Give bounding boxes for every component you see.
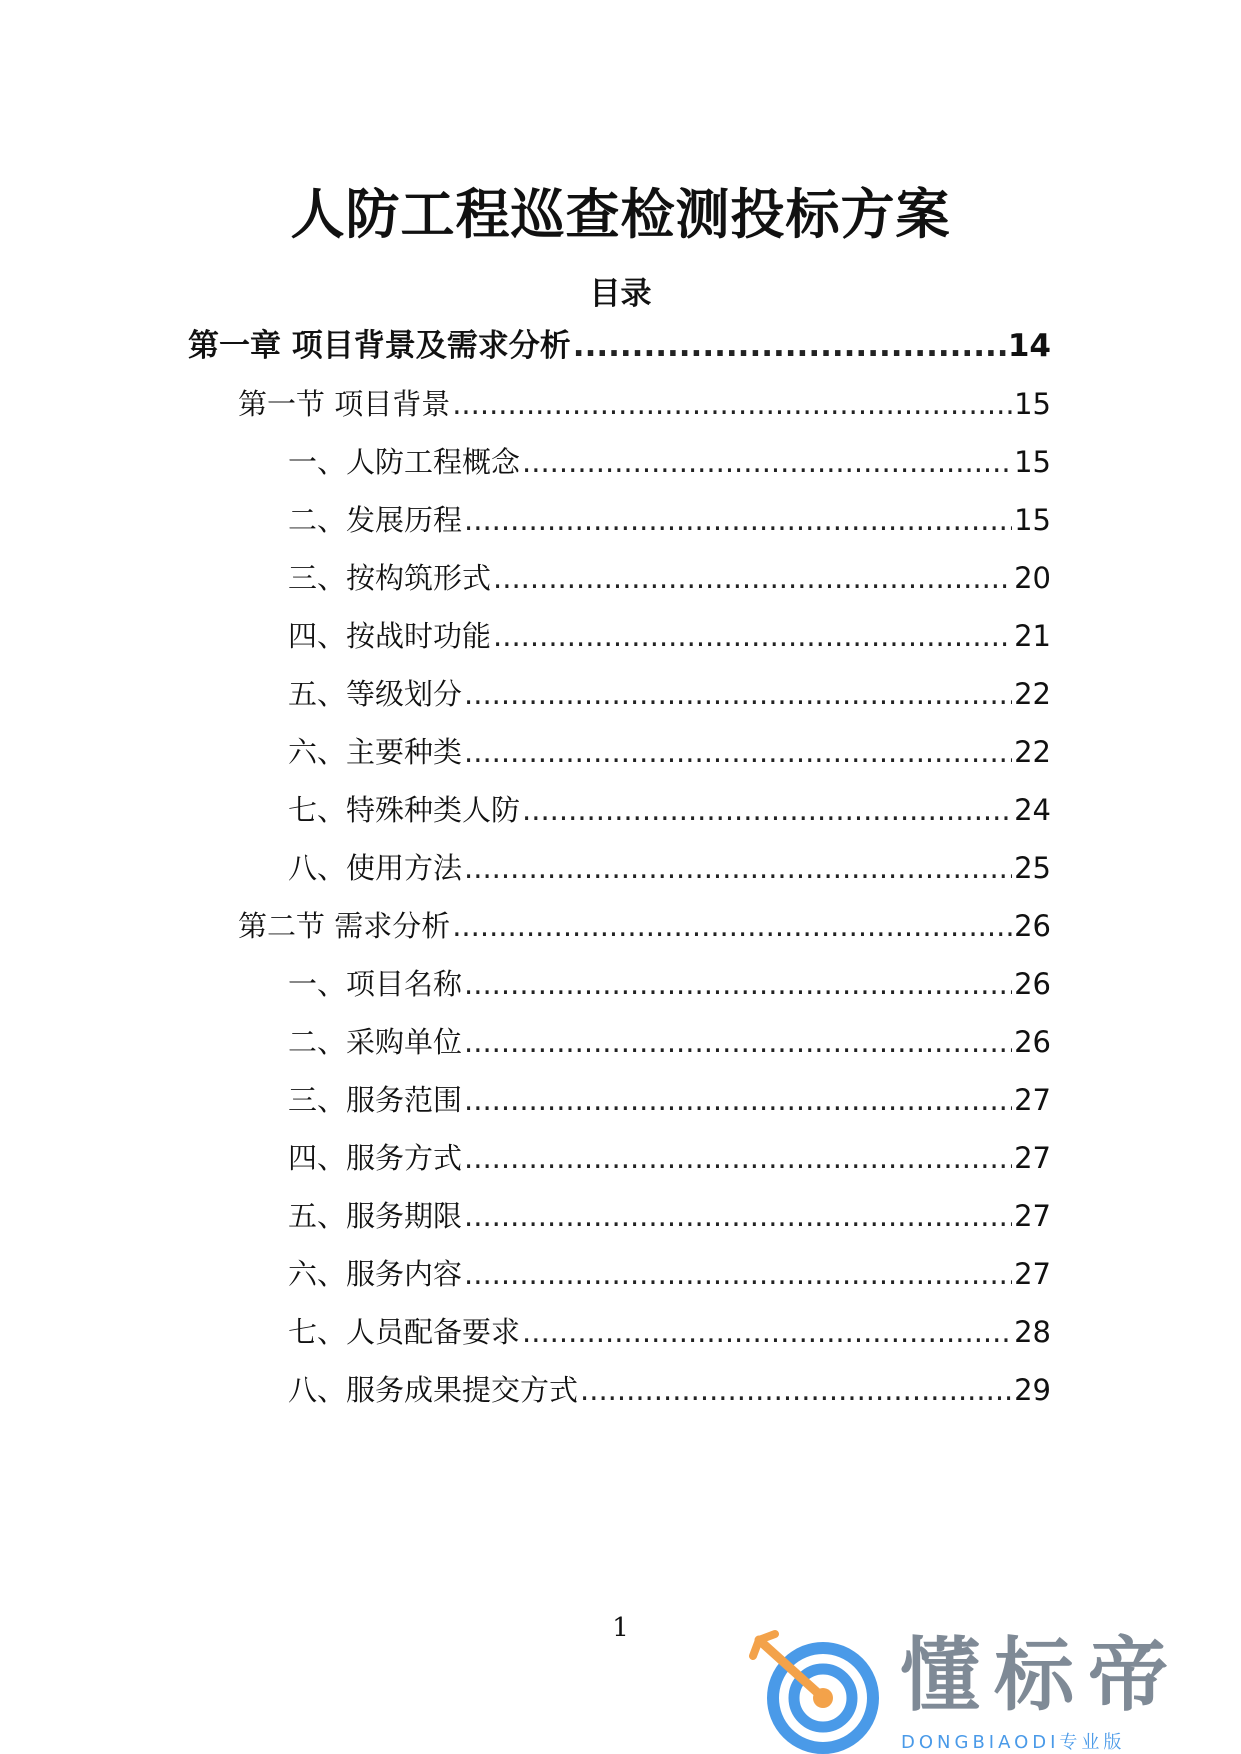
toc-entry-label: 第二节 需求分析 [238, 909, 451, 943]
toc-entry[interactable] [288, 1138, 1051, 1178]
toc-entry-label: 第一章 项目背景及需求分析 [188, 328, 571, 364]
toc-entry-label: 八、服务成果提交方式 [288, 1373, 579, 1407]
toc-leader-dots [464, 500, 1012, 540]
toc-entry-label: 一、人防工程概念 [288, 445, 521, 479]
watermark [745, 1628, 1225, 1754]
toc-entry[interactable] [288, 558, 1051, 598]
toc-entry-label: 八、使用方法 [288, 851, 463, 885]
toc-entry-label: 五、等级划分 [288, 677, 463, 711]
toc-entry-label: 二、采购单位 [288, 1025, 463, 1059]
toc-entry-label: 六、服务内容 [288, 1257, 463, 1291]
toc-entry-page: 27 [1014, 1141, 1051, 1175]
toc-leader-dots [493, 558, 1012, 598]
toc-entry-page: 29 [1014, 1373, 1051, 1407]
toc-leader-dots [464, 848, 1012, 888]
toc-entry-label: 五、服务期限 [288, 1199, 463, 1233]
toc-entry[interactable] [288, 964, 1051, 1004]
toc-entry[interactable] [288, 442, 1051, 482]
toc-entry-page: 14 [1007, 328, 1051, 364]
toc-leader-dots [464, 1196, 1012, 1236]
toc-entry[interactable] [288, 1370, 1051, 1410]
toc-entry-page: 15 [1014, 503, 1051, 537]
toc-entry-page: 21 [1014, 619, 1051, 653]
toc-leader-dots [464, 964, 1012, 1004]
toc-leader-dots [464, 674, 1012, 714]
toc-entry-label: 一、项目名称 [288, 967, 463, 1001]
toc-entry-page: 20 [1014, 561, 1051, 595]
toc-entry[interactable] [238, 906, 1051, 946]
toc-entry-page: 26 [1014, 967, 1051, 1001]
watermark-subtitle: DONGBIAODI专业版 [901, 1732, 1126, 1753]
toc-entry[interactable] [288, 848, 1051, 888]
toc-entry-page: 22 [1014, 677, 1051, 711]
toc-entry[interactable] [288, 500, 1051, 540]
toc-entry[interactable] [288, 1196, 1051, 1236]
toc-entry[interactable] [188, 326, 1051, 366]
toc-entry[interactable] [288, 790, 1051, 830]
toc-entry-page: 27 [1014, 1257, 1051, 1291]
toc-entry[interactable] [288, 616, 1051, 656]
toc-entry-page: 15 [1014, 387, 1051, 421]
toc-leader-dots [580, 1370, 1012, 1410]
page-number: 1 [612, 1613, 629, 1643]
toc-entry[interactable] [288, 1312, 1051, 1352]
toc-entry-page: 27 [1014, 1083, 1051, 1117]
toc-entry-page: 26 [1014, 1025, 1051, 1059]
toc-entry-label: 第一节 项目背景 [238, 387, 451, 421]
toc-leader-dots [452, 384, 1012, 424]
toc-leader-dots [452, 906, 1012, 946]
toc-entry[interactable] [288, 1080, 1051, 1120]
toc-leader-dots [522, 790, 1012, 830]
toc-entry[interactable] [288, 674, 1051, 714]
toc-entry-page: 26 [1014, 909, 1051, 943]
toc-leader-dots [464, 1022, 1012, 1062]
toc-entry-page: 22 [1014, 735, 1051, 769]
toc-entry-label: 七、特殊种类人防 [288, 793, 521, 827]
toc-entry-label: 四、按战时功能 [288, 619, 492, 653]
toc-leader-dots [464, 1080, 1012, 1120]
toc-entry-page: 25 [1014, 851, 1051, 885]
toc-entry[interactable] [238, 384, 1051, 424]
toc-leader-dots [464, 1138, 1012, 1178]
toc-leader-dots [573, 326, 1006, 366]
toc-leader-dots [522, 442, 1012, 482]
toc-entry[interactable] [288, 732, 1051, 772]
toc-leader-dots [493, 616, 1012, 656]
toc-entry-page: 28 [1014, 1315, 1051, 1349]
toc-heading: 目录 [589, 276, 652, 312]
toc-entry-label: 二、发展历程 [288, 503, 463, 537]
toc-entry-label: 四、服务方式 [288, 1141, 463, 1175]
document-title: 人防工程巡查检测投标方案 [290, 183, 951, 246]
toc-leader-dots [522, 1312, 1012, 1352]
toc-leader-dots [464, 732, 1012, 772]
toc-entry-label: 六、主要种类 [288, 735, 463, 769]
toc-entry-label: 三、按构筑形式 [288, 561, 492, 595]
toc-leader-dots [464, 1254, 1012, 1294]
toc-entry[interactable] [288, 1254, 1051, 1294]
target-logo-icon [745, 1628, 895, 1754]
toc-entry-page: 27 [1014, 1199, 1051, 1233]
toc-entry-page: 15 [1014, 445, 1051, 479]
toc-entry-label: 三、服务范围 [288, 1083, 463, 1117]
toc-entry[interactable] [288, 1022, 1051, 1062]
watermark-brand: 懂标帝 [900, 1629, 1182, 1722]
toc-entry-label: 七、人员配备要求 [288, 1315, 521, 1349]
toc-entry-page: 24 [1014, 793, 1051, 827]
